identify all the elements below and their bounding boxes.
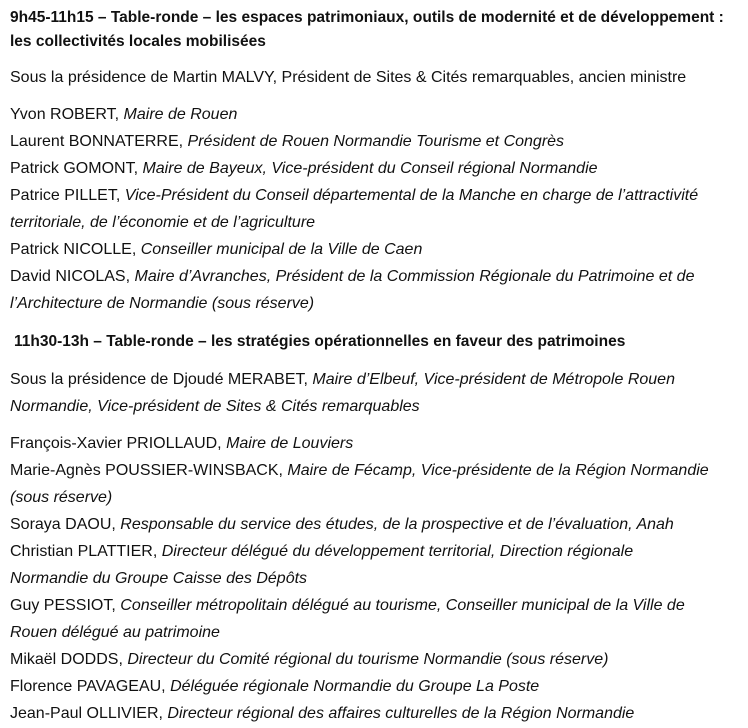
speaker-entry: [10, 236, 422, 263]
speaker-name: Patrice PILLET,: [10, 187, 125, 204]
speaker-role: Responsable du service des études, de la prospective et de l’évaluation, Anah: [120, 516, 674, 533]
speaker-role: Conseiller municipal de la Ville de Caen: [140, 241, 423, 258]
speaker-name: Laurent BONNATERRE,: [10, 133, 188, 150]
session1-heading-line2: les collectivités locales mobilisées: [10, 33, 266, 50]
speaker-name: David NICOLAS,: [10, 268, 135, 285]
speaker-role: Maire de Fécamp, Vice-présidente de la Région Normandie: [287, 462, 709, 479]
speaker-role-continued: Rouen délégué au patrimoine: [10, 624, 220, 641]
speaker-entry: [10, 128, 564, 155]
speaker-name: Soraya DAOU,: [10, 516, 121, 533]
speaker-role-continued: l’Architecture de Normandie (sous réserve): [10, 295, 315, 312]
speaker-name: Mikaël DODDS,: [10, 651, 128, 668]
speaker-name: François-Xavier PRIOLLAUD,: [10, 435, 227, 452]
speaker-entry: [10, 646, 608, 673]
speaker-role-continued: Normandie du Groupe Caisse des Dépôts: [10, 570, 308, 587]
speaker-name: Jean-Paul OLLIVIER,: [10, 705, 168, 722]
speaker-name: Yvon ROBERT,: [10, 106, 124, 123]
speaker-role-continued: (sous réserve): [10, 489, 113, 506]
speaker-name: Marie-Agnès POUSSIER-WINSBACK,: [10, 462, 288, 479]
speaker-entry: [10, 430, 353, 457]
speaker-role: Directeur du Comité régional du tourisme Normandie (sous réserve): [127, 651, 609, 668]
speaker-role: Directeur délégué du développement territorial, Direction régionale: [161, 543, 634, 560]
speaker-entry: [10, 511, 674, 538]
chair-name: Sous la présidence de Djoudé MERABET,: [10, 371, 313, 388]
speaker-name: Christian PLATTIER,: [10, 543, 162, 560]
speaker-name: Patrick NICOLLE,: [10, 241, 141, 258]
speaker-role: Conseiller métropolitain délégué au tourisme, Conseiller municipal de la Ville de: [120, 597, 685, 614]
session2-chair: [10, 366, 675, 393]
speaker-entry: [10, 673, 539, 700]
speaker-role: Vice-Président du Conseil départemental de la Manche en charge de l’attractivité: [124, 187, 699, 204]
speaker-entry: [10, 457, 709, 484]
session1-heading-line1: 9h45-11h15 – Table-ronde – les espaces patrimoniaux, outils de modernité et de développement :: [10, 9, 724, 26]
speaker-entry: [10, 592, 685, 619]
speaker-role: Maire de Bayeux, Vice-président du Conseil régional Normandie: [142, 160, 598, 177]
speaker-name: Guy PESSIOT,: [10, 597, 121, 614]
session1-chair: Sous la présidence de Martin MALVY, Président de Sites & Cités remarquables, ancien ministre: [10, 69, 687, 86]
speaker-entry: [10, 263, 694, 290]
speaker-role: Maire de Rouen: [123, 106, 238, 123]
speaker-role: Maire de Louviers: [226, 435, 354, 452]
speaker-role: Maire d’Avranches, Président de la Commission Régionale du Patrimoine et de: [134, 268, 695, 285]
speaker-role: Directeur régional des affaires culturelles de la Région Normandie: [167, 705, 635, 722]
speaker-entry: [10, 155, 598, 182]
speaker-entry: [10, 538, 633, 565]
speaker-entry: [10, 182, 698, 209]
session2-heading: 11h30-13h – Table-ronde – les stratégies opérationnelles en faveur des patrimoines: [14, 333, 626, 350]
speaker-name: Florence PAVAGEAU,: [10, 678, 171, 695]
chair-role-continued: Normandie, Vice-président de Sites & Cités remarquables: [10, 398, 420, 415]
chair-role: Maire d’Elbeuf, Vice-président de Métropole Rouen: [312, 371, 675, 388]
speaker-name: Patrick GOMONT,: [10, 160, 143, 177]
speaker-entry: [10, 101, 237, 128]
speaker-role-continued: territoriale, de l’économie et de l’agriculture: [10, 214, 316, 231]
speaker-role: Déléguée régionale Normandie du Groupe La Poste: [170, 678, 540, 695]
speaker-entry: [10, 700, 634, 727]
speaker-role: Président de Rouen Normandie Tourisme et Congrès: [187, 133, 565, 150]
